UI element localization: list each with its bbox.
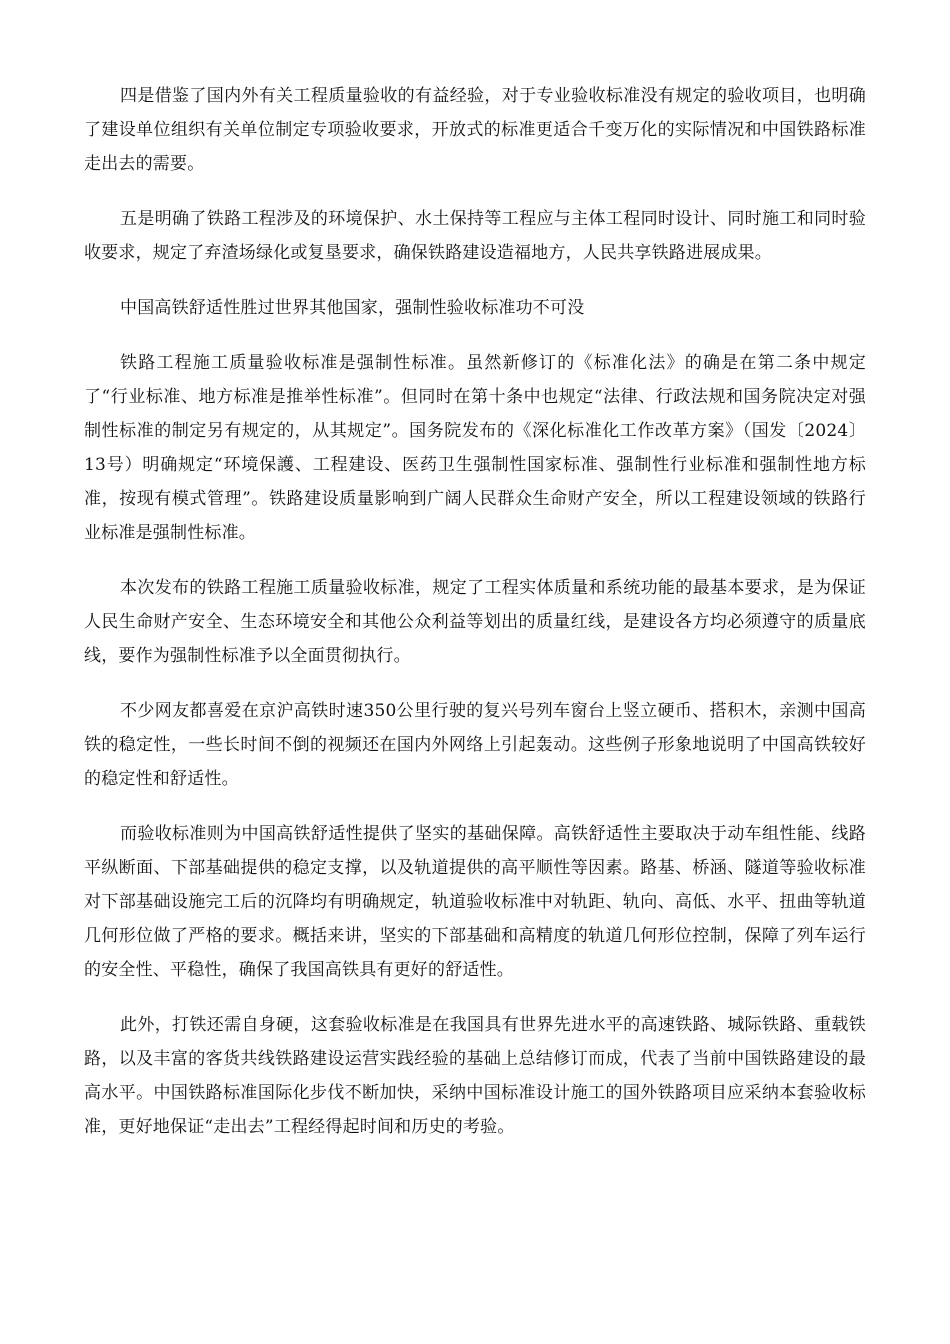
paragraph-point-four: 四是借鉴了国内外有关工程质量验收的有益经验，对于专业验收标准没有规定的验收项目，也明确了建设单位组织有关单位制定专项验收要求，开放式的标准更适合千变万化的实际情况和中国铁路标准走出去的需要。 [84, 86, 866, 174]
paragraph-quality-redline: 本次发布的铁路工程施工质量验收标准，规定了工程实体质量和系统功能的最基本要求，是为保证人民生命财产安全、生态环境安全和其他公众利益等划出的质量红线，是建设各方均必须遵守的质量底线，要作为强制性标准予以全面贯彻执行。 [84, 578, 866, 666]
paragraph-mandatory-standard: 铁路工程施工质量验收标准是强制性标准。虽然新修订的《标准化法》的确是在第二条中规定了“行业标准、地方标准是推举性标准”。但同时在第十条中也规定“法律、行政法规和国务院决定对强制性标准的制定另有规定的，从其规定”。国务院发布的《深化标准化工作改革方案》（国发〔2024〕13号）明确规定“环境保護、工程建设、医药卫生强制性国家标准、强制性行业标准和强制性地方标准，按现有模式管理”。铁路建设质量影响到广阔人民群众生命财产安全，所以工程建设领域的铁路行业标准是强制性标准。 [84, 353, 866, 543]
section-heading: 中国高铁舒适性胜过世界其他国家，强制性验收标准功不可没 [120, 298, 585, 318]
paragraph-comfort-foundation: 而验收标准则为中国高铁舒适性提供了坚实的基础保障。高铁舒适性主要取决于动车组性能、线路平纵断面、下部基础提供的稳定支撑，以及轨道提供的高平顺性等因素。路基、桥涵、隧道等验收标准对下部基础设施完工后的沉降均有明确规定，轨道验收标准中对轨距、轨向、高低、水平、扭曲等轨道几何形位做了严格的要求。概括来讲，坚实的下部基础和高精度的轨道几何形位控制，保障了列车运行的安全性、平稳性，确保了我国高铁具有更好的舒适性。 [84, 824, 866, 980]
paragraph-international: 此外，打铁还需自身硬，这套验收标准是在我国具有世界先进水平的高速铁路、城际铁路、重载铁路，以及丰富的客货共线铁路建设运营实践经验的基础上总结修订而成，代表了当前中国铁路建设的最高水平。中国铁路标准国际化步伐不断加快，采纳中国标准设计施工的国外铁路项目应采纳本套验收标准，更好地保证“走出去”工程经得起时间和历史的考验。 [84, 1015, 866, 1137]
paragraph-coin-test: 不少网友都喜爱在京沪高铁时速350公里行驶的复兴号列车窗台上竖立硬币、搭积木，亲测中国高铁的稳定性，一些长时间不倒的视频还在国内外网络上引起轰动。这些例子形象地说明了中国高铁较好的稳定性和舒适性。 [84, 701, 866, 789]
document-body [84, 79, 866, 1165]
paragraph-point-five: 五是明确了铁路工程涉及的环境保护、水土保持等工程应与主体工程同时设计、同时施工和同时验收要求，规定了弃渣场绿化或复垦要求，确保铁路建设造福地方，人民共享铁路进展成果。 [84, 209, 866, 263]
